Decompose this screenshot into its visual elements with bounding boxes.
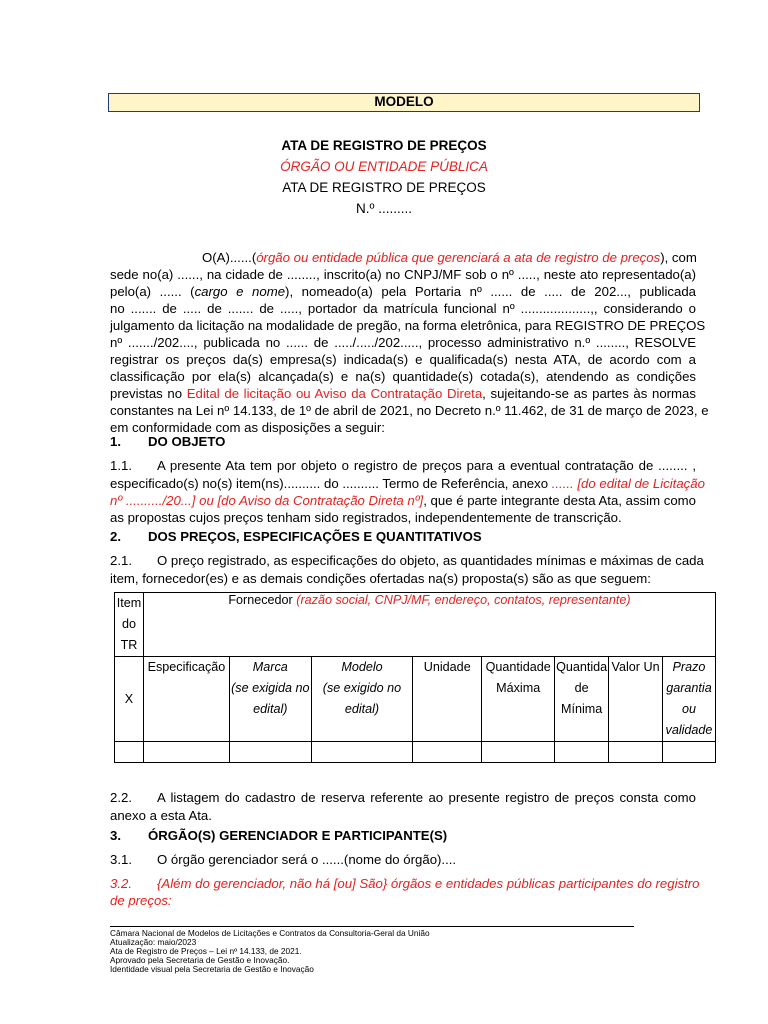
intro-text: ), nomeado(a) pela Portaria nº ...... de ..... de 202..., publicada [285,284,696,299]
intro-line: constantes na Lei nº 14.133, de 1º de abril de 2021, no Decreto n.º 11.462, de 31 de março de 2023, e [110,403,709,418]
clause-text: especificado(s) no(s) item(ns).......... do .......... Termo de Referência, anexo [110,476,552,491]
section-title: DOS PREÇOS, ESPECIFICAÇÕES E QUANTITATIVOS [148,529,482,544]
intro-text: previstas no [110,386,187,401]
cell-text: garantia [666,681,712,695]
empty-cell [311,742,413,763]
modelo-banner: MODELO [108,93,700,112]
cell-text: Modelo [341,660,383,674]
intro-line: classificação por ela(s) alcançada(s) e na(s) quantidade(s) cotada(s), atendendo as condições [110,369,696,384]
clause-number: 3.1. [110,852,132,867]
cell-placeholder: (razão social, CNPJ/MF, endereço, contatos, representante) [296,593,631,607]
col-qtd-maxima [482,657,555,742]
empty-cell [482,742,555,763]
intro-text: ), com [660,250,697,265]
intro-line [110,283,696,300]
intro-line: registrar os preços da(s) empresa(s) indicada(s) e qualificada(s) nesta ATA, de acordo com a [110,352,696,367]
clause-line: A listagem do cadastro de reserva referente ao presente registro de preços consta como [157,790,696,805]
intro-placeholder: órgão ou entidade pública que gerenciará a ata de registro de preços [256,250,661,265]
section-title: DO OBJETO [148,434,226,449]
table-row [115,742,716,763]
item-header [115,593,144,657]
footer-text: Identidade visual pela Secretaria de Gestão e Inovação [110,964,314,974]
table-row [115,657,716,742]
col-unidade: Unidade [413,657,482,742]
table-row [115,593,716,657]
clause-line: O órgão gerenciador será o ......(nome do órgão).... [157,852,457,867]
doc-subtitle: ATA DE REGISTRO DE PREÇOS [282,180,486,195]
fornecedor-header [143,593,715,657]
footer-text: Aprovado pela Secretaria de Gestão e Inovação. [110,955,290,965]
cell-text: ou [681,702,696,716]
section-number: 1. [110,434,121,449]
clause-text: , que é parte integrante desta Ata, assim como [423,493,696,508]
intro-line [110,385,696,402]
intro-text: , sujeitando-se as partes às normas [482,386,696,401]
intro-line: em conformidade com as disposições a seguir: [110,420,385,435]
cell-text: Quantida [556,660,608,674]
col-prazo [662,657,715,742]
cell-text: edital) [344,702,380,716]
cell-text: Mínima [560,702,603,716]
col-qtd-minima [555,657,609,742]
section-title: ÓRGÃO(S) GERENCIADOR E PARTICIPANTE(S) [148,828,448,843]
orgao-placeholder: ÓRGÃO OU ENTIDADE PÚBLICA [280,159,488,174]
clause-placeholder: {Além do gerenciador, não há [ou] São} órgãos e entidades públicas participantes do registro [157,876,700,891]
clause-number: 2.1. [110,553,132,568]
empty-cell [115,742,144,763]
empty-cell [662,742,715,763]
intro-italic: cargo e nome [194,284,286,299]
empty-cell [609,742,663,763]
doc-number: N.º ......... [356,201,412,216]
cell-text: Marca [252,660,288,674]
intro-line [202,249,696,266]
cell-text: edital) [253,702,288,716]
footer-text: Câmara Nacional de Modelos de Licitações e Contratos da Consultoria-Geral da União [110,928,430,938]
cell-text: do [121,617,136,631]
clause-number: 3.2. [110,876,132,891]
clause-line [110,475,705,492]
cell-text: TR [120,638,138,652]
intro-line: julgamento da licitação na modalidade de pregão, na forma eletrônica, para REGISTRO DE PREÇOS [110,318,706,333]
intro-placeholder: Edital de licitação ou Aviso da Contratação Direta [186,386,483,401]
intro-text: pelo(a) ...... ( [110,284,195,299]
cell-text: (se exigida no [231,681,310,695]
clause-placeholder: nº ........../20...] ou [do Aviso da Contratação Direta nº] [110,493,424,508]
empty-cell [229,742,311,763]
clause-number: 1.1. [110,458,132,473]
cell-text: Máxima [496,681,541,695]
footer-text: Ata de Registro de Preços – Lei nº 14.133, de 2021. [110,946,302,956]
cell-text: Item [116,596,142,610]
clause-line: item, fornecedor(es) e as demais condições ofertadas na(s) proposta(s) são as que seguem: [110,571,651,586]
cell-text: Prazo [672,660,706,674]
row-marker: X [115,657,144,742]
cell-text: Quantidade [485,660,551,674]
col-valor-unitario: Valor Un [609,657,663,742]
price-table [114,592,716,763]
section-number: 2. [110,529,121,544]
cell-text: validade [665,723,713,737]
intro-line: sede no(a) ......, na cidade de ........, inscrito(a) no CNPJ/MF sob o nº ....., neste ato representado(a) [110,267,696,282]
clause-placeholder: de preços: [110,893,172,908]
col-modelo [311,657,413,742]
clause-line: anexo a esta Ata. [110,808,212,823]
empty-cell [413,742,482,763]
cell-text: Fornecedor [228,593,297,607]
doc-title: ATA DE REGISTRO DE PREÇOS [281,138,487,153]
clause-number: 2.2. [110,790,132,805]
clause-line: O preço registrado, as especificações do objeto, as quantidades mínimas e máximas de cada [157,553,704,568]
col-especificacao: Especificação [143,657,229,742]
clause-line [110,492,696,509]
empty-cell [555,742,609,763]
empty-cell [143,742,229,763]
section-number: 3. [110,828,121,843]
clause-line: as propostas cujos preços tenham sido registrados, independentemente de transcrição. [110,510,622,525]
col-marca [229,657,311,742]
clause-line: A presente Ata tem por objeto o registro de preços para a eventual contratação de ........ , [157,458,696,473]
cell-text: (se exigido no [322,681,402,695]
cell-text: de [574,681,589,695]
intro-line: nº ......./202...., publicada no ...... de ...../...../202....., processo administrativo n.º ........, RESOLVE [110,335,696,350]
clause-placeholder: ...... [do edital de Licitação [551,476,705,491]
intro-line: no ....... de ..... de ....... de ....., portador da matrícula funcional nº ...................,, considerando o [110,301,696,316]
footer-text: Atualização: maio/2023 [110,937,197,947]
footer-divider [110,926,634,927]
intro-text: O(A)......( [202,250,257,265]
